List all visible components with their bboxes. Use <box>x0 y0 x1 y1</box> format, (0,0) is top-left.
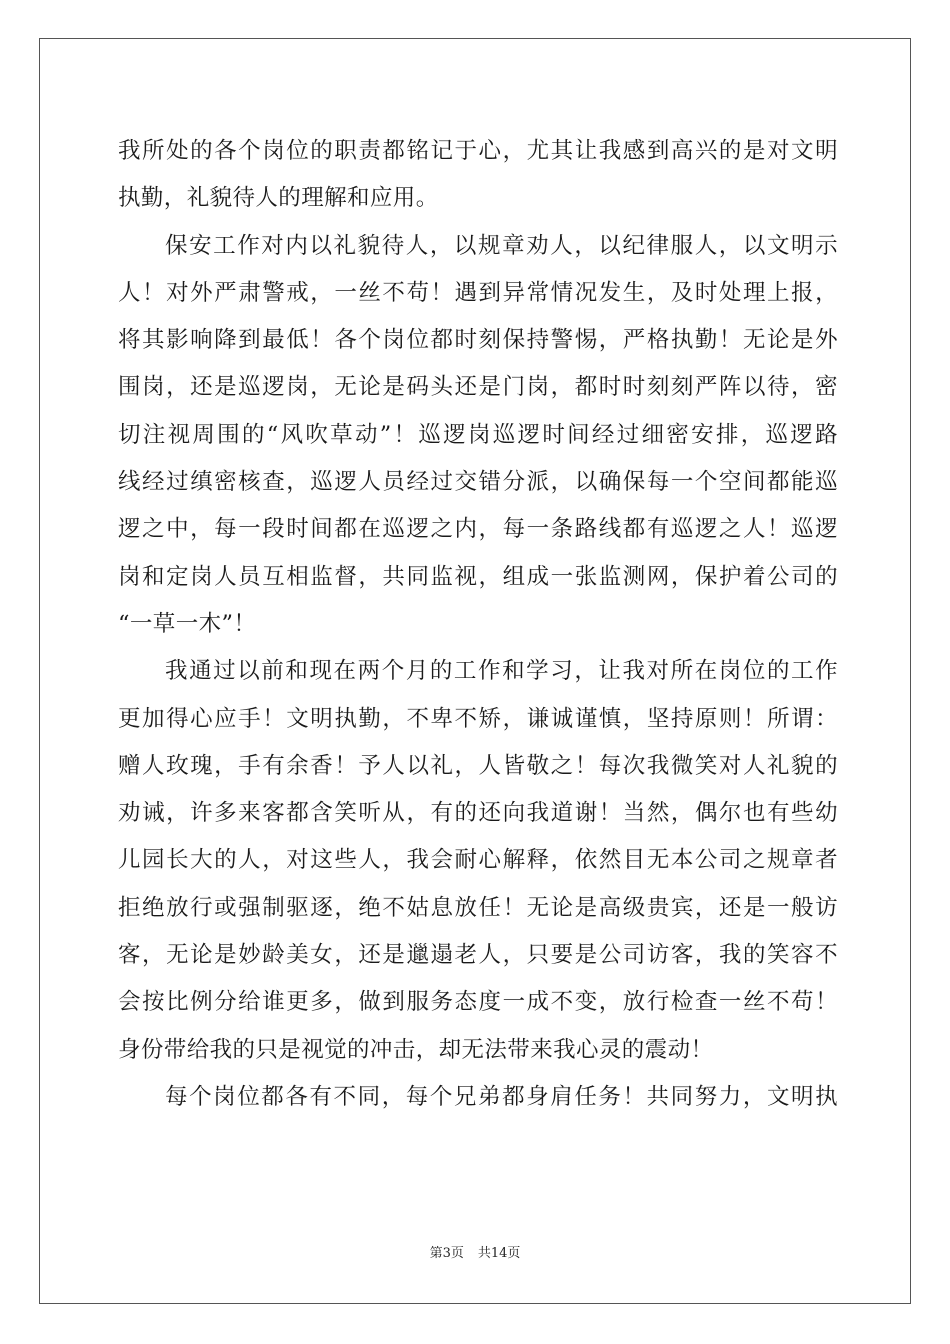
text-line: 逻之中，每一段时间都在巡逻之内，每一条路线都有巡逻之人！巡逻 <box>118 516 838 543</box>
text-line: 每个岗位都各有不同，每个兄弟都身肩任务！共同努力，文明执 <box>165 1083 838 1110</box>
text-line: 会按比例分给谁更多，做到服务态度一成不变，放行检查一丝不苟！ <box>118 989 838 1016</box>
document-body <box>118 128 838 1121</box>
page-footer <box>0 1242 950 1261</box>
text-line: 拒绝放行或强制驱逐，绝不姑息放任！无论是高级贵宾，还是一般访 <box>118 894 838 921</box>
text-line: 客，无论是妙龄美女，还是邋遢老人，只要是公司访客，我的笑容不 <box>118 942 838 969</box>
text-line: 我通过以前和现在两个月的工作和学习，让我对所在岗位的工作 <box>165 658 838 685</box>
text-line: 执勤，礼貌待人的理解和应用。 <box>118 185 439 212</box>
text-line: 切注视周围的“风吹草动”！巡逻岗巡逻时间经过细密安排，巡逻路 <box>118 421 838 448</box>
text-line: 赠人玫瑰，手有余香！予人以礼，人皆敬之！每次我微笑对人礼貌的 <box>118 752 838 779</box>
text-line: 劝诫，许多来客都含笑听从，有的还向我道谢！当然，偶尔也有些幼 <box>118 800 838 827</box>
text-line: 更加得心应手！文明执勤，不卑不矫，谦诚谨慎，坚持原则！所谓： <box>118 705 838 732</box>
text-line: 将其影响降到最低！各个岗位都时刻保持警惕，严格执勤！无论是外 <box>118 327 838 354</box>
text-line: 儿园长大的人，对这些人，我会耐心解释，依然目无本公司之规章者 <box>118 847 838 874</box>
text-line: 身份带给我的只是视觉的冲击，却无法带来我心灵的震动！ <box>118 1036 714 1063</box>
text-line: 我所处的各个岗位的职责都铭记于心，尤其让我感到高兴的是对文明 <box>118 138 838 164</box>
text-line: 线经过缜密核查，巡逻人员经过交错分派，以确保每一个空间都能巡 <box>118 469 838 496</box>
text-line: “一草一木”！ <box>118 610 257 637</box>
page-number-total: 共14页 <box>477 1246 521 1261</box>
text-line: 岗和定岗人员互相监督，共同监视，组成一张监测网，保护着公司的 <box>118 563 838 590</box>
text-line: 围岗，还是巡逻岗，无论是码头还是门岗，都时时刻刻严阵以待，密 <box>118 374 838 401</box>
page-number-current: 第3页 <box>429 1246 464 1261</box>
text-line: 人！对外严肃警戒，一丝不苟！遇到异常情况发生，及时处理上报， <box>118 279 838 306</box>
text-line: 保安工作对内以礼貌待人，以规章劝人，以纪律服人，以文明示 <box>165 232 838 259</box>
